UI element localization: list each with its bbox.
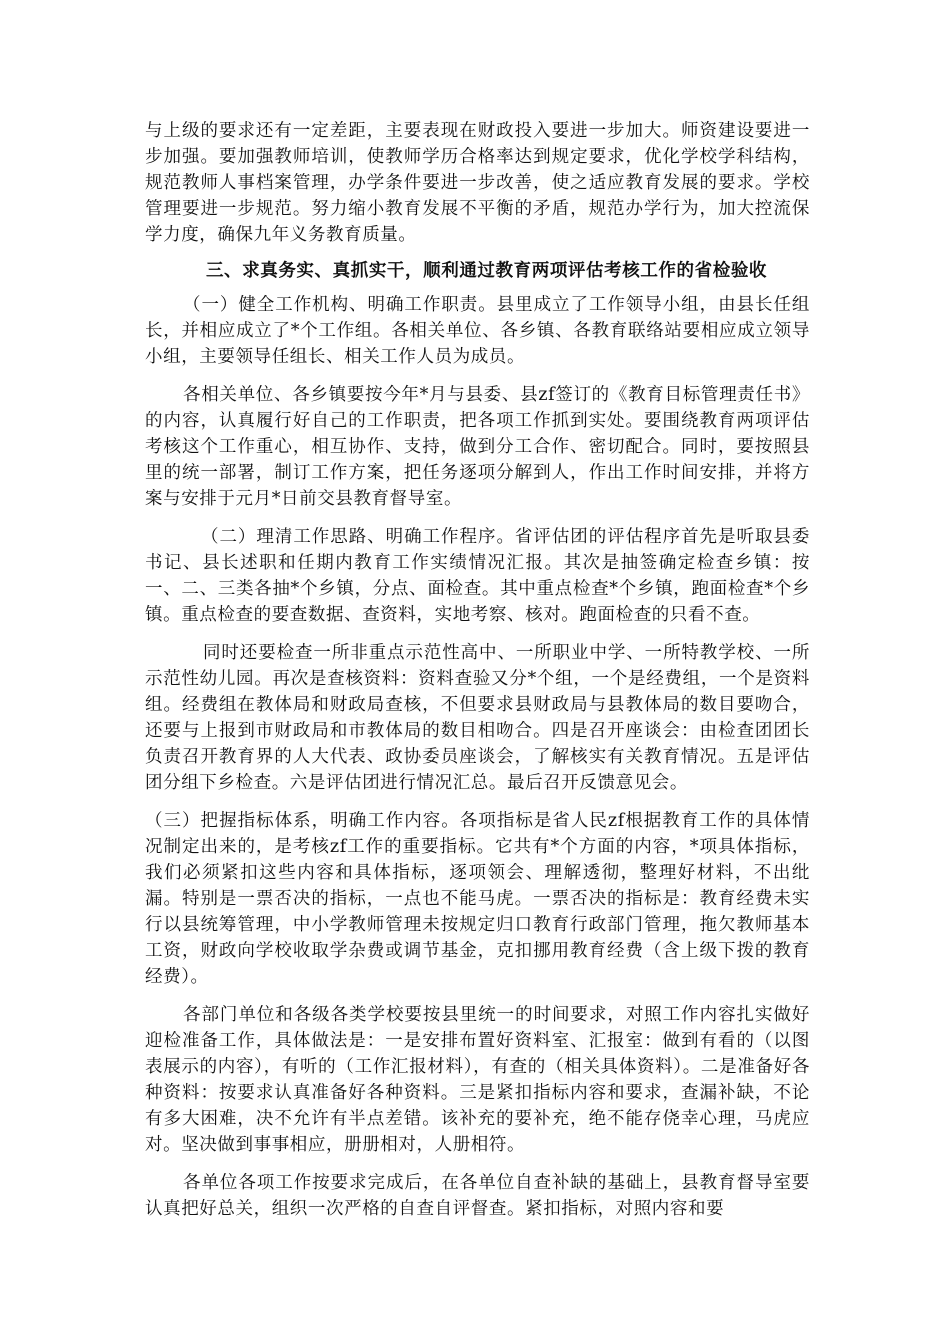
paragraph-6: （三）把握指标体系，明确工作内容。各项指标是省人民zf根据教育工作的具体情况制定出来的，是考核zf工作的重要指标。它共有*个方面的内容，*项具体指标，我们必须紧扣这些内容和具体指标，逐项领会、理解透彻，整理好材料，不出纰漏。特别是一票否决的指标，一点也不能马虎。一票否决的指标是：教育经费未实行以县统筹管理，中小学教师管理未按规定归口教育行政部门管理，拖欠教师基本工资，财政向学校收取学杂费或调节基金，克扣挪用教育经费（含上级下拨的教育经费）。	[145, 811, 810, 987]
paragraph-8: 各单位各项工作按要求完成后，在各单位自查补缺的基础上，县教育督导室要认真把好总关，组织一次严格的自查自评督查。紧扣指标，对照内容和要	[145, 1173, 810, 1219]
document-page	[145, 118, 810, 1222]
paragraph-4: （二）理清工作思路、明确工作程序。省评估团的评估程序首先是听取县委书记、县长述职和任期内教育工作实绩情况汇报。其次是抽签确定检查乡镇：按一、二、三类各抽*个乡镇，分点、面检查。其中重点检查*个乡镇，跑面检查*个乡镇。重点检查的要查数据、查资料，实地考察、核对。跑面检查的只看不查。	[145, 527, 810, 625]
paragraph-7: 各部门单位和各级各类学校要按县里统一的时间要求，对照工作内容扎实做好迎检准备工作，具体做法是：一是安排布置好资料室、汇报室：做到有看的（以图表展示的内容），有听的（工作汇报材料），有查的（相关具体资料）。二是准备好各种资料：按要求认真准备好各种资料。三是紧扣指标内容和要求，查漏补缺，不论有多大困难，决不允许有半点差错。该补充的要补充，绝不能存侥幸心理，马虎应对。坚决做到事事相应，册册相对，人册相符。	[145, 1005, 810, 1155]
paragraph-1: 与上级的要求还有一定差距，主要表现在财政投入要进一步加大。师资建设要进一步加强。要加强教师培训，使教师学历合格率达到规定要求，优化学校学科结构，规范教师人事档案管理，办学条件要进一步改善，使之适应教育发展的要求。学校管理要进一步规范。努力缩小教育发展不平衡的矛盾，规范办学行为，加大控流保学力度，确保九年义务教育质量。	[145, 121, 810, 245]
paragraph-5: 同时还要检查一所非重点示范性高中、一所职业中学、一所特教学校、一所示范性幼儿园。再次是查核资料：资料查验又分*个组，一个是经费组，一个是资料组。经费组在教体局和财政局查核，不但要求县财政局与县教体局的数目要吻合，还要与上报到市财政局和市教体局的数目相吻合。四是召开座谈会：由检查团团长负责召开教育界的人大代表、政协委员座谈会，了解核实有关教育情况。五是评估团分组下乡检查。六是评估团进行情况汇总。最后召开反馈意见会。	[145, 643, 810, 793]
paragraph-2: （一）健全工作机构、明确工作职责。县里成立了工作领导小组，由县长任组长，并相应成立了*个工作组。各相关单位、各乡镇、各教育联络站要相应成立领导小组，主要领导任组长、相关工作人员为成员。	[145, 295, 810, 367]
section-heading: 三、求真务实、真抓实干，顺利通过教育两项评估考核工作的省检验收	[205, 261, 768, 281]
paragraph-3: 各相关单位、各乡镇要按今年*月与县委、县zf签订的《教育目标管理责任书》的内容，认真履行好自己的工作职责，把各项工作抓到实处。要围绕教育两项评估考核这个工作重心，相互协作、支持，做到分工合作、密切配合。同时，要按照县里的统一部署，制订工作方案，把任务逐项分解到人，作出工作时间安排，并将方案与安排于元月*日前交县教育督导室。	[145, 385, 810, 509]
